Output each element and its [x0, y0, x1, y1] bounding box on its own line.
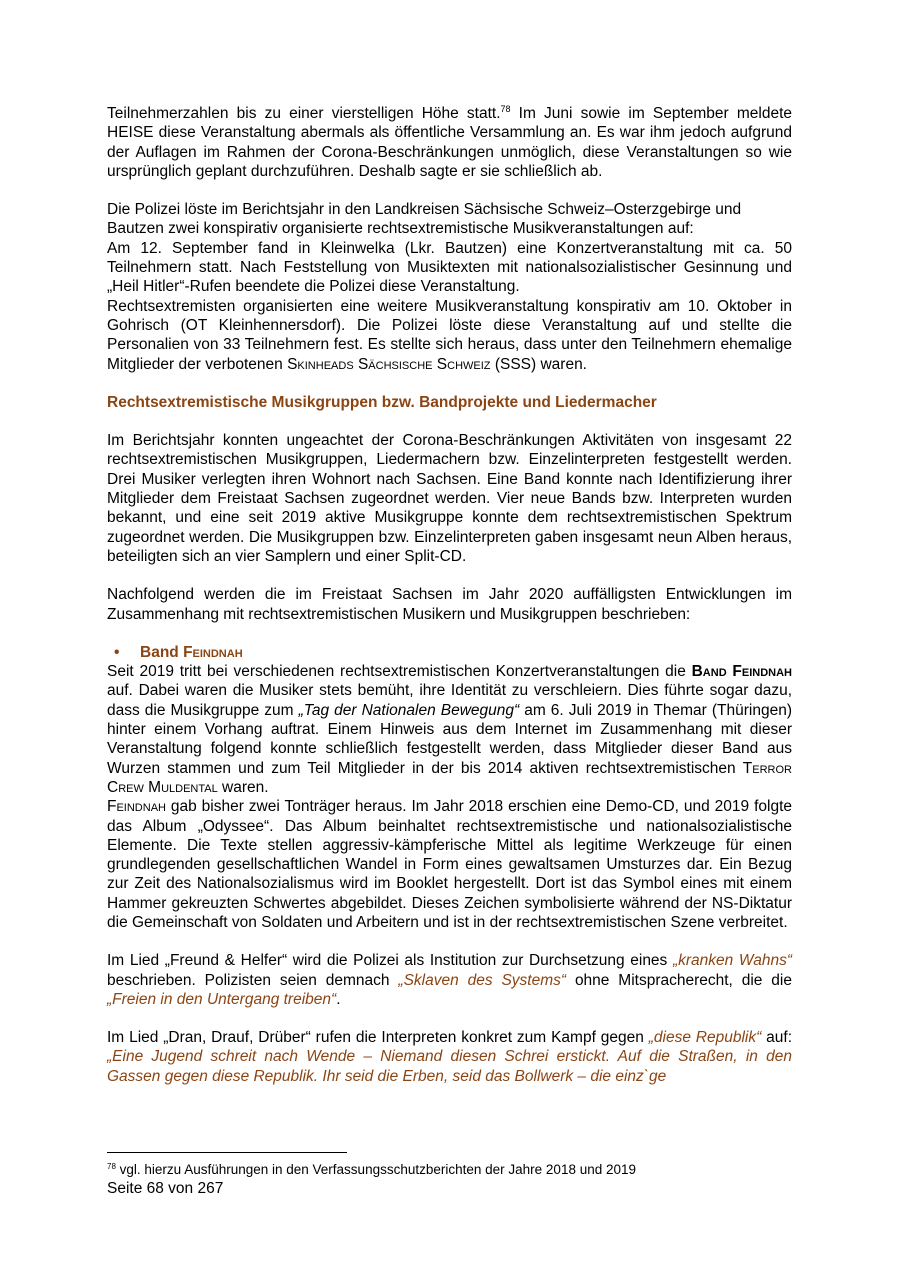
paragraph-heise — [107, 104, 792, 181]
band-heading — [114, 643, 792, 662]
text: Band — [140, 643, 184, 661]
document-body — [107, 104, 792, 1086]
text: beschrieben. Polizisten seien demnach — [107, 971, 399, 989]
footnote-text: vgl. hierzu Ausführungen in den Verfassungsschutzberichten der Jahre 2018 und 2019 — [115, 1162, 637, 1177]
text: gab bisher zwei Tonträger heraus. Im Jahr 2018 erschien eine Demo-CD, und 2019 folgte das Album „Odyssee“. Das Album beinhaltet rechtsextremistische und nationalsozialistische Elemente. Die Texte stellen aggressiv-kämpferische Mittel als legitime Werkzeuge für einen grundlegenden gesellschaftlichen Wandel in Form eines gewaltsamen Umsturzes dar. Ein Bezug zur Zeit des Nationalsozialismus wird im Booklet hergestellt. Dort ist das Symbol eines mit einem Hammer gekreuzten Schwertes abgebildet. Dieses Zeichen symbolisierte während der NS-Diktatur die Gemeinschaft von Soldaten und Arbeitern und ist in der rechtsextremistischen Szene verbreitet. — [107, 798, 792, 931]
text: Im Lied „Dran, Drauf, Drüber“ rufen die Interpreten konkret zum Kampf gegen — [107, 1029, 649, 1047]
section-heading: Rechtsextremistische Musikgruppen bzw. Bandprojekte und Liedermacher — [107, 393, 657, 411]
text: Im Juni sowie im September meldete HEISE diese Veranstaltung abermals als öffentliche Versammlung an. Es war ihm jedoch aufgrund der Auflagen im Rahmen der Corona-Beschränkungen unmöglich, diese Veranstaltungen so wie ursprünglich geplant durchzuführen. Deshalb sagte er sie schließlich ab. — [107, 105, 792, 180]
text: auf. Dabei waren die Musiker stets bemüht, ihre Identität zu verschleiern. Dies führte sogar dazu, dass die Musikgruppe zum — [107, 682, 792, 719]
paragraph-band-feindnah — [107, 662, 792, 797]
page-number: Seite 68 von 267 — [107, 1180, 224, 1197]
quote: „diese Republik“ — [648, 1029, 762, 1047]
paragraph-dran-drauf — [107, 1028, 792, 1086]
text: am 6. Juli 2019 in Themar (Thüringen) hinter einem Vorhang auftrat. Einem Hinweis aus dem Internet im Zusammenhang mit dieser Veranstaltung folgend konnte schließlich festgestellt werden, dass Mitglieder dieser Band aus Wurzen stammen und zum Teil Mitglieder in der bis 2014 aktiven rechtsextremistischen — [107, 701, 793, 777]
band-name: Feindnah — [183, 643, 243, 661]
paragraph-band-releases — [107, 797, 792, 932]
text: Seit 2019 tritt bei verschiedenen rechtsextremistischen Konzertveranstaltungen die — [107, 663, 692, 681]
text: Im Lied „Freund & Helfer“ wird die Polizei als Institution zur Durchsetzung eines — [107, 952, 673, 970]
page-footer — [107, 1152, 792, 1198]
paragraph-event-kleinwelka: Am 12. September fand in Kleinwelka (Lkr. Bautzen) eine Konzertveranstaltung mit ca. 50 Teilnehmern statt. Nach Feststellung von Musiktexten mit nationalsozialistischer Gesinnung und „Heil Hitler“-Rufen beendete die Polizei diese Veranstaltung. — [107, 239, 792, 296]
band-name: Band Feindnah — [691, 663, 792, 681]
text: . — [336, 990, 341, 1008]
quote: „kranken Wahns“ — [672, 952, 792, 970]
paragraph-freund-helfer — [107, 951, 792, 1009]
text: Teilnehmerzahlen bis zu einer vierstelligen Höhe statt. — [107, 105, 501, 122]
footnote-reference[interactable]: 78 — [500, 104, 511, 114]
quote: „Freien in den Untergang treiben“ — [107, 990, 337, 1008]
text: auf: — [761, 1029, 793, 1047]
text: Rechtsextremisten organisierten eine weitere Musikveranstaltung konspirativ am 10. Oktober in Gohrisch (OT Kleinhennersdorf). Die Polizei löste diese Veranstaltung auf und stellte die Personalien von 33 Teilnehmern fest. Es stellte sich heraus, dass unter den Teilnehmern ehemalige Mitglieder der verbotenen — [107, 297, 792, 373]
footnote-number: 78 — [107, 1162, 116, 1171]
quote: „Sklaven des Systems“ — [398, 971, 567, 989]
event-name: „Tag der Nationalen Bewegung“ — [298, 701, 520, 719]
org-name: Skinheads Sächsische Schweiz — [287, 355, 491, 373]
footnote — [107, 1161, 792, 1178]
paragraph-event-gohrisch — [107, 297, 792, 374]
text: ohne Mitspracherecht, die die — [566, 971, 792, 989]
text: waren. — [217, 778, 269, 796]
quote: „Eine Jugend schreit nach Wende – Niemand diesen Schrei erstickt. Auf die Straßen, in den Gassen gegen diese Republik. Ihr seid die Erben, seid das Bollwerk – die einz`ge — [107, 1048, 792, 1085]
bullet-icon: • — [114, 643, 120, 661]
paragraph-police-intro: Die Polizei löste im Berichtsjahr in den Landkreisen Sächsische Schweiz–Osterzgebirge und Bautzen zwei konspirativ organisierte rechtsextremistische Musikveranstaltungen auf: — [107, 201, 742, 238]
text: (SSS) waren. — [490, 355, 587, 373]
band-name: Feindnah — [107, 798, 166, 816]
footnote-divider — [107, 1152, 347, 1153]
paragraph-overview: Im Berichtsjahr konnten ungeachtet der Corona-Beschränkungen Aktivitäten von insgesamt 22 rechtsextremistischen Musikgruppen, Liedermachern bzw. Einzelinterpreten festgestellt werden. Drei Musiker verlegten ihren Wohnort nach Sachsen. Eine Band konnte nach Identifizierung ihrer Mitglieder dem Freistaat Sachsen zugeordnet werden. Vier neue Bands bzw. Interpreten wurden bekannt, und eine seit 2019 aktive Musikgruppe konnte dem rechtsextremistischen Spektrum zugeordnet werden. Die Musikgruppen bzw. Einzelinterpreten gaben insgesamt neun Alben heraus, beteiligten sich an vier Samplern und einer Split-CD. — [107, 432, 792, 565]
paragraph-intro-developments: Nachfolgend werden die im Freistaat Sachsen im Jahr 2020 auffälligsten Entwicklungen im Zusammenhang mit rechtsextremistischen Musikern und Musikgruppen beschrieben: — [107, 586, 792, 623]
org-name: Terror Crew Muldental — [107, 759, 792, 796]
